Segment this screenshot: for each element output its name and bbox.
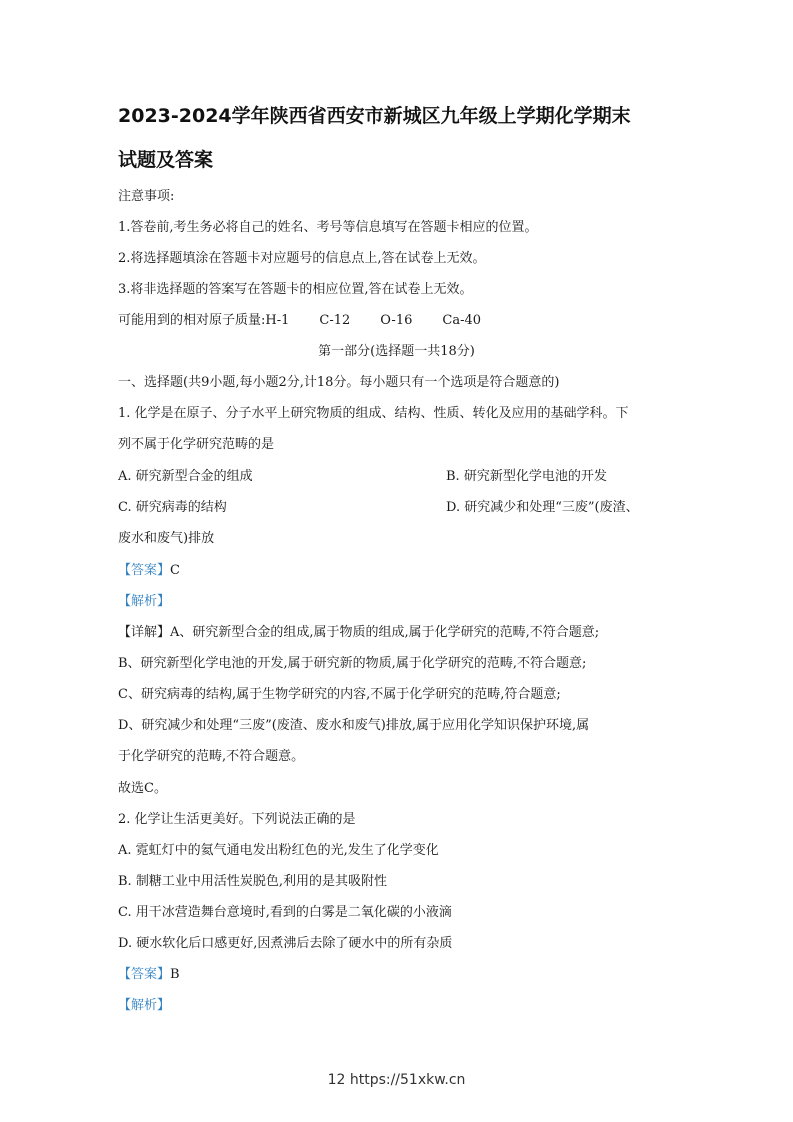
detail-label: 【详解】 [118, 625, 171, 640]
atomic-mass-ca: Ca-40 [442, 313, 482, 328]
q1-stem-line-2: 列不属于化学研究范畴的是 [118, 437, 275, 452]
notice-item-1: 1.答卷前,考生务必将自己的姓名、考号等信息填写在答题卡相应的位置。 [118, 220, 538, 235]
q1-answer [118, 562, 180, 580]
q1-detail-line-4: D、研究减少和处理“三废”(废渣、废水和废气)排放,属于应用化学知识保护环境,属 [118, 718, 590, 733]
document-title-line-2: 试题及答案 [118, 149, 214, 171]
atomic-mass-h: H-1 [265, 313, 290, 328]
atomic-mass-line [118, 312, 481, 330]
q2-analysis-label: 【解析】 [118, 998, 171, 1013]
q2-option-c: C. 用干冰营造舞台意境时,看到的白雾是二氧化碳的小液滴 [118, 905, 452, 920]
q1-detail-line-2: B、研究新型化学电池的开发,属于研究新的物质,属于化学研究的范畴,不符合题意; [118, 656, 587, 671]
q1-conclusion: 故选C。 [118, 781, 167, 796]
q1-option-d-continued: 废水和废气)排放 [118, 531, 215, 546]
notice-item-3: 3.将非选择题的答案写在答题卡的相应位置,答在试卷上无效。 [118, 282, 473, 297]
atomic-mass-label: 可能用到的相对原子质量: [118, 313, 266, 328]
q1-option-b: B. 研究新型化学电池的开发 [446, 469, 607, 484]
q1-analysis-label: 【解析】 [118, 594, 171, 609]
page-footer [0, 1072, 793, 1088]
q1-detail-line-5: 于化学研究的范畴,不符合题意。 [118, 749, 305, 764]
notice-heading: 注意事项: [118, 189, 175, 204]
atomic-mass-o: O-16 [380, 313, 413, 328]
answer-value: C [170, 563, 180, 578]
part1-heading: 第一部分(选择题一共18分) [318, 344, 475, 359]
section-instructions: 一、选择题(共9小题,每小题2分,计18分。每小题只有一个选项是符合题意的) [118, 375, 560, 390]
q1-option-c: C. 研究病毒的结构 [118, 500, 227, 515]
document-title-line-1: 2023-2024学年陕西省西安市新城区九年级上学期化学期末 [118, 105, 631, 127]
page-number: 12 [327, 1072, 346, 1088]
atomic-mass-c: C-12 [319, 313, 351, 328]
q2-option-a: A. 霓虹灯中的氦气通电发出粉红色的光,发生了化学变化 [118, 843, 439, 858]
q2-answer [118, 966, 180, 984]
q2-option-d: D. 硬水软化后口感更好,因煮沸后去除了硬水中的所有杂质 [118, 936, 453, 951]
answer-label: 【答案】 [118, 967, 171, 982]
q1-detail-line-1: 【详解】A、研究新型合金的组成,属于物质的组成,属于化学研究的范畴,不符合题意; [118, 625, 600, 640]
q1-option-d: D. 研究减少和处理“三废”(废渣、 [446, 500, 639, 515]
footer-url[interactable]: https://51xkw.cn [349, 1072, 466, 1088]
q1-stem-line-1: 1. 化学是在原子、分子水平上研究物质的组成、结构、性质、转化及应用的基础学科。下 [118, 406, 629, 421]
q2-stem: 2. 化学让生活更美好。下列说法正确的是 [118, 812, 356, 827]
q1-option-a: A. 研究新型合金的组成 [118, 469, 253, 484]
answer-label: 【答案】 [118, 563, 171, 578]
notice-item-2: 2.将选择题填涂在答题卡对应题号的信息点上,答在试卷上无效。 [118, 251, 486, 266]
answer-value: B [170, 967, 180, 982]
q2-option-b: B. 制糖工业中用活性炭脱色,利用的是其吸附性 [118, 874, 387, 889]
q1-detail-line-3: C、研究病毒的结构,属于生物学研究的内容,不属于化学研究的范畴,符合题意; [118, 687, 561, 702]
